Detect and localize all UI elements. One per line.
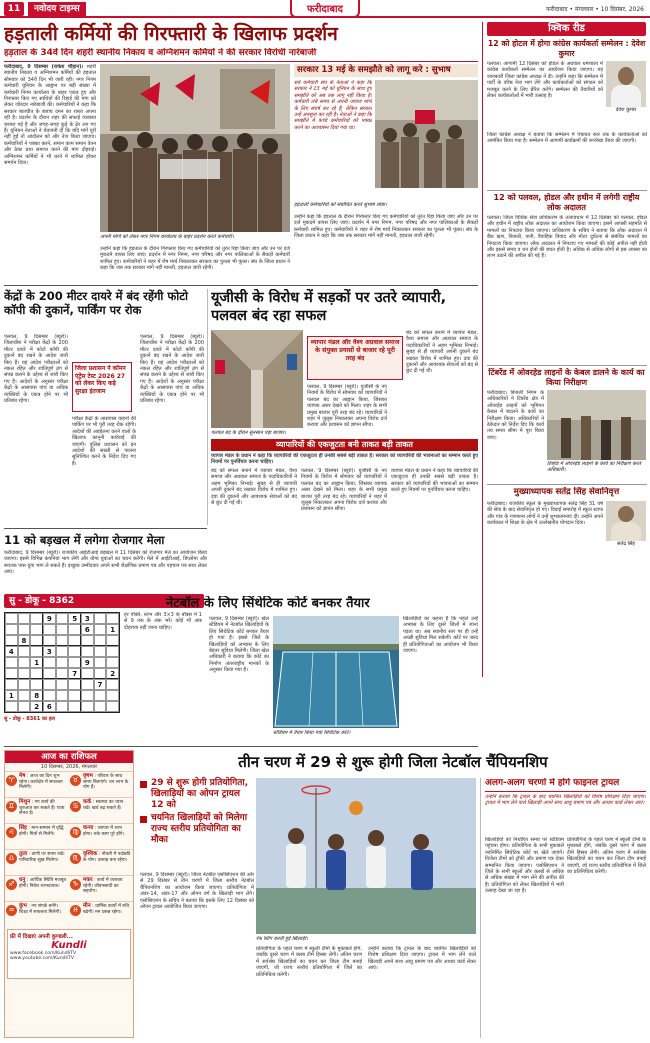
sudoku-cell <box>68 690 81 701</box>
ugc-body2-col1: बंद को सफल बनाने में व्यापार मंडल, वैश्य समाज और अग्रवाल समाज के पदाधिकारियों ने अहम भूमिका निभाई। सुबह से ही व्यापारी अपनी दुकानें बंद रखकर विरोध में शामिल हुए। दवा की दुकानों और आवश्यक सेवाओं को बंद से छूट दी गई थी। <box>211 468 297 507</box>
sudoku-cell <box>5 668 18 679</box>
trial-body-col2: प्रतियोगिता के पहले चरण में स्कूली टीमों के मुकाबले होंगे, जबकि दूसरे चरण में क्लब टीमें हिस्सा लेंगी। अंतिम चरण में सर्वश्रेष्ठ खिलाड़ियों का चयन कर जिला टीम बनाई जाएगी, जो राज्य स्तरीय प्रतियोगिता में जिले का प्रतिनिधित्व करेगी। <box>567 837 646 876</box>
rashifal-text: धार्मिक कार्यों में रुचि बढ़ेगी। मन प्रसन्न रहेगा। <box>83 904 130 915</box>
lead-rule <box>4 61 478 62</box>
lead-photo <box>100 64 290 232</box>
lead-body <box>4 64 96 232</box>
devesh-caption: देवेश कुमार <box>615 107 637 113</box>
rashifal-sign: मीन <box>83 903 91 909</box>
sudoku-cell <box>30 646 43 657</box>
rashifal-panel <box>4 750 134 1038</box>
qr-story1-headline: 12 को होटल में होगा कांग्रेस कार्यकर्ता सम्मेलन : देवेश कुमार <box>487 39 646 58</box>
zodiac-icon: ♓ <box>70 905 81 916</box>
sudoku-cell: 1 <box>30 657 43 668</box>
quick-read-title <box>487 22 646 36</box>
kundli-link-1[interactable]: www.facebook.com/KundliTV <box>10 951 77 956</box>
kundli-link-2[interactable]: www.youtube.com/KundliTV <box>10 956 75 961</box>
rashifal-title-text: आज का राशिफल <box>41 752 97 762</box>
rashifal-text: मान-सम्मान में वृद्धि होगी। मित्रों से मिलेंगे। <box>19 826 64 837</box>
fair-body: फरीदाबाद, 9 दिसम्बर (ब्यूरो)। राजकीय आईटीआई बड़खल में 11 दिसंबर को रोजगार मेले का आयोजन किया जाएगा। इसमें विभिन्न कंपनियां भाग लेंगी और योग्य युवाओं का चयन करेंगी। मेले में आईटीआई, डिप्लोमा और स्नातक पास युवा भाग ले सकते हैं। इच्छुक उम्मीदवार अपने सभी शैक्षणिक प्रमाण पत्र और पहचान पत्र साथ लेकर आएं। <box>4 550 207 576</box>
sudoku-cell <box>18 690 31 701</box>
sudoku-cell <box>106 701 119 712</box>
sudoku-cell <box>106 679 119 690</box>
sudoku-cell <box>56 657 69 668</box>
sudoku-cell <box>81 646 94 657</box>
zodiac-icon: ♍ <box>70 827 81 838</box>
inset-body: सर्व कर्मचारी संघ के नेताओं ने कहा कि सरकार ने 13 मई को यूनियन के साथ हुए समझौते को अब तक लागू नहीं किया है। कर्मचारी लंबे समय से अपनी जायज मांगों के लिए संघर्ष कर रहे हैं, लेकिन सरकार उन्हें अनसुना कर रही है। नेताओं ने कहा कि समझौते में कच्चे कर्मचारियों को पक्का करने का आश्वासन दिया गया था। <box>294 80 372 131</box>
quick-read-title-text: क्विक रीड <box>548 23 585 34</box>
sudoku-cell <box>68 679 81 690</box>
ugc-photo <box>211 330 303 428</box>
satender-photo <box>606 501 646 541</box>
sudoku-cell <box>5 613 18 624</box>
sudoku-cell <box>5 701 18 712</box>
qr-story2-headline: 12 को पलवल, होडल और हथीन में लगेगी राष्ट्रीय लोक अदालत <box>493 193 640 212</box>
champ-body-col2: प्रतियोगिता के पहले चरण में स्कूली टीमों के मुकाबले होंगे, जबकि दूसरे चरण में क्लब टीमें हिस्सा लेंगी। अंतिम चरण में सर्वश्रेष्ठ खिलाड़ियों का चयन कर जिला टीम बनाई जाएगी, जो राज्य स्तरीय प्रतियोगिता में जिले का प्रतिनिधित्व करेगी। <box>256 946 362 978</box>
lead-body2: उन्होंने कहा कि हड़ताल के दौरान गिरफ्तार किए गए कर्मचारियों को तुरंत रिहा किया जाए और उन पर दर्ज मुकदमे वापस लिए जाएं। प्रदर्शन में नगर निगम, नगर परिषद और नगर पालिकाओं के सैकड़ों कर्मचारी शामिल हुए। कर्मचारियों ने शहर में रोष मार्च निकालकर सरकार का पुतला भी फूंका। संघ के जिला प्रधान ने कहा कि जब तक सरकार मांगें नहीं मानती, हड़ताल जारी रहेगी। <box>294 214 478 240</box>
zodiac-icon: ♋ <box>70 801 81 812</box>
zodiac-icon: ♒ <box>6 905 17 916</box>
sudoku-cell <box>56 646 69 657</box>
court-body2: खिलाड़ियों का कहना है कि पहले उन्हें अभ्यास के लिए दूसरे जिलों में जाना पड़ता था। अब स्थानीय स्तर पर ही उन्हें अच्छी सुविधा मिल सकेगी। कोर्ट पर जल्द ही प्रतियोगिताओं का आयोजन भी किया जाएगा। <box>403 616 478 655</box>
sudoku-cell <box>68 635 81 646</box>
sudoku-cell <box>43 679 56 690</box>
rashifal-title <box>5 751 133 763</box>
lower-rule <box>4 746 478 747</box>
sudoku-title-text: सु - डोकू - 8362 <box>9 596 75 606</box>
trial-headline: अलग-अलग चरणों में होंगे फाइनल ट्रायल <box>485 778 646 792</box>
sudoku-cell <box>18 613 31 624</box>
rashifal-grid <box>5 771 133 927</box>
sudoku-cell <box>18 657 31 668</box>
rashifal-item: ♈ मेष : आज का दिन शुभ रहेगा। कार्यक्षेत्र में सफलता मिलेगी। <box>5 771 69 797</box>
qr-story3-headline: टिंबरेंड में ओवरहेड लाइनों के केबल डालने के कार्य का किया निरीक्षण <box>488 368 645 387</box>
ugc-body: पलवल, 9 दिसम्बर (ब्यूरो)। यूजीसी के नए नियमों के विरोध में सोमवार को व्यापारियों ने पलवल बंद का आह्वान किया, जिसका व्यापक असर देखने को मिला। शहर के सभी प्रमुख बाजार पूरी तरह बंद रहे। व्यापारियों ने शहर में जुलूस निकालकर अपना विरोध दर्ज कराया और प्रशासन को ज्ञापन सौंपा। <box>307 384 387 428</box>
synthetic-court-photo <box>273 616 399 728</box>
rashifal-item: ♍ कन्या : व्यापार में लाभ होगा। रुके काम पूरे होंगे। <box>69 823 133 849</box>
sudoku-grid <box>4 612 120 713</box>
rashifal-sign: कन्या <box>83 825 94 831</box>
trial-intro: उन्होंने बताया कि ट्रायल के बाद चयनित खिलाड़ियों को विशेष प्रशिक्षण दिया जाएगा। ट्रायल में भाग लेने वाले खिलाड़ी अपने साथ आयु प्रमाण पत्र और आधार कार्ड लेकर आएं। <box>485 794 646 807</box>
ugc-body2-col3: व्यापार मंडल के प्रधान ने कहा कि व्यापारियों की एकजुटता ही उनकी सबसे बड़ी ताकत है। सरकार को व्यापारियों की भावनाओं का सम्मान करते हुए नियमों पर पुनर्विचार करना चाहिए। <box>391 468 478 494</box>
sudoku-cell: 9 <box>81 657 94 668</box>
photocopy-callout <box>72 362 132 412</box>
quick-read <box>482 22 646 677</box>
sudoku-cell: 1 <box>106 624 119 635</box>
photocopy-body3: पलवल, 9 दिसम्बर (ब्यूरो)। जिलाधीश ने परीक्षा केंद्रों के 200 मीटर दायरे में फोटो कॉपी की दुकानें बंद रखने के आदेश जारी किए हैं। यह आदेश परीक्षाओं को नकल रहित और शांतिपूर्ण ढंग से संपन्न कराने के उद्देश्य से जारी किए गए हैं। आदेशों के अनुसार परीक्षा केंद्रों के आसपास पांच या अधिक व्यक्तियों के एकत्र होने पर भी प्रतिबंध रहेगा। <box>140 334 204 405</box>
satender-caption: सतेंद्र सिंह <box>617 541 635 547</box>
champ-photo <box>256 778 476 934</box>
sudoku-cell <box>68 701 81 712</box>
sudoku-cell: 1 <box>5 690 18 701</box>
sudoku-cell: 2 <box>106 668 119 679</box>
lead-body-text: शहरी स्थानीय निकाय व अग्निशमन कर्मियों की हड़ताल सोमवार को 34वें दिन भी जारी रही। नगर निगम कर्मचारी यूनियन के आह्वान पर बड़ी संख्या में कर्मचारी निगम कार्यालय के बाहर एकत्र हुए और गिरफ्तार किए गए साथियों की रिहाई की मांग को लेकर जोरदार नारेबाजी की। कर्मचारियों ने कहा कि सरकार बातचीत के बजाय दमन का रास्ता अपना रही है। प्रदर्शन के दौरान शहर की सफाई व्यवस्था चरमरा गई है और जगह-जगह कूड़े के ढेर लग गए हैं। यूनियन नेताओं ने चेतावनी दी कि यदि मांगें पूरी नहीं हुईं तो आंदोलन को और तेज किया जाएगा। कर्मचारियों ने पक्का करने, समान काम समान वेतन और ठेका प्रथा समाप्त करने की मांग दोहराई। अग्निशमन कर्मियों ने भी धरने में शामिल होकर समर्थन दिया। <box>4 64 96 167</box>
sudoku-cell <box>30 668 43 679</box>
sudoku-cell <box>81 690 94 701</box>
sudoku-cell <box>94 624 107 635</box>
sudoku-cell <box>68 646 81 657</box>
brand-text: नवोदय टाइम्स <box>34 4 80 14</box>
ugc-headline: यूजीसी के विरोध में सड़कों पर उतरे व्यापारी, पलवल बंद रहा सफल <box>211 290 447 324</box>
sudoku-cell <box>81 635 94 646</box>
rashifal-sign: मकर <box>83 877 93 883</box>
rashifal-sign: कुंभ <box>19 903 27 909</box>
sudoku-cell <box>5 657 18 668</box>
sudoku-cell <box>18 624 31 635</box>
lead-photo-caption: अपनी मांगों को लेकर नगर निगम कार्यालय के बाहर प्रदर्शन करते कर्मचारी। <box>100 234 234 240</box>
trial-body-col1: खिलाड़ियों को निर्धारित समय पर स्टेडियम पहुंचना होगा। प्रतियोगिता के सभी मुकाबले नवनिर्मित सिंथेटिक कोर्ट पर खेले जाएंगे। विजेता टीमों को ट्रॉफी और प्रमाण पत्र देकर सम्मानित किया जाएगा। एसोसिएशन ने जिले के सभी स्कूलों और क्लबों से अधिक से अधिक संख्या में भाग लेने की अपील की है। प्रतियोगिता को लेकर खिलाड़ियों में भारी उत्साह देखा जा रहा है। <box>485 837 564 895</box>
netball-players-photo <box>256 778 476 934</box>
zodiac-icon: ♎ <box>6 853 17 864</box>
rashifal-sign: वृषभ <box>83 773 93 779</box>
rashifal-text: नौकरी में पदोन्नति के योग। उत्साह बना रहेगा। <box>83 852 131 863</box>
ugc-banner-text-body: व्यापार मंडल के प्रधान ने कहा कि व्यापारियों की एकजुटता ही उनकी सबसे बड़ी ताकत है। सरकार को व्यापारियों की भावनाओं का सम्मान करते हुए नियमों पर पुनर्विचार करना चाहिए। <box>211 453 478 466</box>
sudoku-cell <box>94 646 107 657</box>
sudoku-cell <box>30 635 43 646</box>
sudoku-cell <box>43 657 56 668</box>
ugc-body-right: बंद को सफल बनाने में व्यापार मंडल, वैश्य समाज और अग्रवाल समाज के पदाधिकारियों ने अहम भूमिका निभाई। सुबह से ही व्यापारी अपनी दुकानें बंद रखकर विरोध में शामिल हुए। दवा की दुकानों और आवश्यक सेवाओं को बंद से छूट दी गई थी। <box>406 330 478 375</box>
sudoku-cell <box>43 635 56 646</box>
champ-headline: तीन चरण में 29 से शुरू होगी जिला नेटबॉल चैंपियनशिप <box>238 753 548 771</box>
rashifal-text: नए संपर्क बनेंगे। शिक्षा में सफलता मिलेगी। <box>19 904 62 915</box>
rashifal-sign: मिथुन <box>19 799 31 805</box>
lead-headline: हड़ताली कर्मियों की गिरफ्तारी के खिलाफ प्रदर्शन <box>4 23 338 45</box>
sudoku-cell: 2 <box>30 701 43 712</box>
sudoku-cell <box>81 679 94 690</box>
sudoku-cell <box>56 679 69 690</box>
qr-story3-body: फरीदाबाद। बिजली निगम के अधिकारियों ने टिंबरेंड क्षेत्र में ओवरहेड लाइनों को भूमिगत केबल में बदलने के कार्य का निरीक्षण किया। अधिकारियों ने ठेकेदार को निर्देश दिए कि कार्य तय समय सीमा में पूरा किया जाए। <box>487 390 544 441</box>
rashifal-item: ♎ तुला : वाणी पर संयम रखें। पारिवारिक सुख मिलेगा। <box>5 849 69 875</box>
sudoku-cell <box>68 657 81 668</box>
sudoku-cell: 9 <box>43 613 56 624</box>
champ-body-col1: पलवल, 9 दिसम्बर (ब्यूरो)। जिला नेटबॉल एसोसिएशन की ओर से 29 दिसंबर से तीन चरणों में जिला स्तरीय नेटबॉल चैंपियनशिप का आयोजन किया जाएगा। प्रतियोगिता में अंडर-14, अंडर-17 और ओपन वर्ग के खिलाड़ी भाग लेंगे। एसोसिएशन के सचिव ने बताया कि इसके लिए 12 दिसंबर को ओपन ट्रायल आयोजित किया जाएगा। <box>140 872 254 911</box>
sudoku-cell <box>18 668 31 679</box>
qr-rule1 <box>487 190 647 191</box>
qr-story4-body: फरीदाबाद। राजकीय स्कूल के मुख्याध्यापक सतेंद्र सिंह 31 वर्ष की सेवा के बाद सेवानिवृत्त हो गए। विदाई समारोह में स्कूल स्टाफ और गांव के गणमान्य लोगों ने उन्हें शुभकामनाएं दीं। उन्होंने अपने कार्यकाल में शिक्षा के क्षेत्र में उल्लेखनीय योगदान दिया। <box>487 501 603 527</box>
sudoku-cell: 6 <box>81 624 94 635</box>
devesh-photo <box>606 61 646 107</box>
sudoku-cell <box>18 679 31 690</box>
court-body: पलवल, 9 दिसम्बर (ब्यूरो)। खेल स्टेडियम में नेटबॉल खिलाड़ियों के लिए सिंथेटिक कोर्ट बनकर तैयार हो गया है। इससे जिले के खिलाड़ियों को अभ्यास के लिए बेहतर सुविधा मिलेगी। जिला खेल अधिकारी ने बताया कि कोर्ट का निर्माण अंतरराष्ट्रीय मानकों के अनुसार किया गया है। <box>209 616 269 674</box>
sudoku-cell <box>56 668 69 679</box>
lead-dateline: फरीदाबाद, 9 दिसम्बर (राकेश चौहान)। <box>4 64 84 70</box>
champ-body-col3: उन्होंने बताया कि ट्रायल के बाद चयनित खिलाड़ियों को विशेष प्रशिक्षण दिया जाएगा। ट्रायल में भाग लेने वाले खिलाड़ी अपने साथ आयु प्रमाण पत्र और आधार कार्ड लेकर आएं। <box>368 946 476 972</box>
kundli-brand: Kundli <box>51 940 87 951</box>
rashifal-item: ♊ मिथुन : नए कार्य की शुरुआत कर सकते हैं। यात्रा संभव है। <box>5 797 69 823</box>
rashifal-item: ♐ धनु : आर्थिक स्थिति मजबूत होगी। निवेश लाभदायक। <box>5 875 69 901</box>
brand-logo <box>28 2 86 16</box>
rashifal-text: व्यापार में लाभ होगा। रुके काम पूरे होंगे। <box>83 826 125 837</box>
rashifal-item: ♏ वृश्चिक : नौकरी में पदोन्नति के योग। उत्साह बना रहेगा। <box>69 849 133 875</box>
champ-bullet-2: चयनित खिलाड़ियों को मिलेगा राज्य स्तरीय प्रतियोगिता का मौका <box>140 813 254 846</box>
zodiac-icon: ♏ <box>70 853 81 864</box>
inspection-caption: टिंबरेंड में ओवरहेड लाइनों के कार्य का निरीक्षण करते अधिकारी। <box>547 461 641 473</box>
dateline: फरीदाबाद • मंगलवार • 10 दिसंबर, 2026 <box>546 6 644 13</box>
inspection-photo <box>547 390 646 460</box>
rashifal-item: ♋ कर्क : स्वास्थ्य का ध्यान रखें। खर्च बढ़ सकते हैं। <box>69 797 133 823</box>
sudoku-cell <box>68 624 81 635</box>
qr-story2-body: पलवल। जिला विधिक सेवा प्राधिकरण के तत्वावधान में 12 दिसंबर को पलवल, होडल और हथीन में राष्ट्रीय लोक अदालत का आयोजन किया जाएगा। इसमें आपसी सहमति से मामलों का निपटारा किया जाएगा। प्राधिकरण के सचिव ने बताया कि लोक अदालत में बैंक ऋण, बिजली, पानी, वैवाहिक विवाद और मोटर दुर्घटना से संबंधित मामलों का निपटारा किया जाएगा। लोक अदालत में निपटाए गए मामलों की कोई अपील नहीं होती और इससे समय व धन दोनों की बचत होती है। अधिक से अधिक लोगों से इस अवसर का लाभ उठाने की अपील की गई है। <box>487 215 647 260</box>
court-headline: नेटबॉल के लिए सिंथेटिक कोर्ट बनकर तैयार <box>166 596 370 611</box>
lead-bottom-rule <box>4 285 478 286</box>
zodiac-icon: ♐ <box>6 879 17 890</box>
qr-story1-body: पलवल। आगामी 12 दिसंबर को होडल के अग्रवाल धर्मशाला में कांग्रेस कार्यकर्ता सम्मेलन का आयोजन किया जाएगा। यह जानकारी जिला कांग्रेस अध्यक्ष ने दी। उन्होंने कहा कि सम्मेलन में पार्टी के वरिष्ठ नेता भाग लेंगे और कार्यकर्ताओं को संगठन को मजबूत करने के लिए प्रेरित करेंगे। सम्मेलन की तैयारियों को लेकर कार्यकर्ताओं में भारी उत्साह है। <box>487 61 603 100</box>
sudoku-cell <box>56 613 69 624</box>
sudoku-cell <box>94 657 107 668</box>
sudoku-cell <box>5 679 18 690</box>
rashifal-text: आज का दिन शुभ रहेगा। कार्यक्षेत्र में सफलता मिलेगी। <box>19 774 63 791</box>
sudoku-cell: 6 <box>43 701 56 712</box>
sudoku-cell <box>30 679 43 690</box>
rashifal-sign: वृश्चिक <box>83 851 98 857</box>
sudoku-cell: 3 <box>43 646 56 657</box>
zodiac-icon: ♌ <box>6 827 17 838</box>
photocopy-headline: केंद्रों के 200 मीटर दायरे में बंद रहेंगी फोटो कॉपी की दुकानें, पार्किंग पर रोक <box>4 289 189 317</box>
sudoku-instructions: हर पंक्ति, स्तंभ और 3×3 के बॉक्स में 1 से 9 तक के अंक भरें। कोई भी अंक दोहराया नहीं जाना चाहिए। <box>124 612 202 631</box>
photocopy-body: पलवल, 9 दिसम्बर (ब्यूरो)। जिलाधीश ने परीक्षा केंद्रों के 200 मीटर दायरे में फोटो कॉपी की दुकानें बंद रखने के आदेश जारी किए हैं। यह आदेश परीक्षाओं को नकल रहित और शांतिपूर्ण ढंग से संपन्न कराने के उद्देश्य से जारी किए गए हैं। आदेशों के अनुसार परीक्षा केंद्रों के आसपास पांच या अधिक व्यक्तियों के एकत्र होने पर भी प्रतिबंध रहेगा। <box>4 334 68 405</box>
zodiac-icon: ♉ <box>70 775 81 786</box>
edition-tab <box>290 0 360 18</box>
champ-photo-caption: रेफ स्टिंग करती हुई खिलाड़ी। <box>256 936 308 942</box>
sudoku-answer-label: सु - डोकू - 8361 का हल <box>4 716 55 722</box>
sudoku-cell: 5 <box>68 613 81 624</box>
sudoku-cell <box>81 701 94 712</box>
sudoku-cell <box>81 668 94 679</box>
sudoku-cell <box>43 624 56 635</box>
qr-rule3 <box>487 484 647 485</box>
ugc-callout-text: व्यापार मंडल और वैश्य अग्रवाल समाज के संयुक्त प्रयासों से बाजार रहे पूरी तरह बंद <box>310 339 400 362</box>
qr-story4-headline: मुख्याध्यापक सतेंद्र सिंह सेवानिवृत्त <box>513 487 620 497</box>
sudoku-cell <box>106 690 119 701</box>
rashifal-sign: तुला <box>19 851 28 857</box>
photocopy-callout-text: जिला प्रशासन ने कॉमन एंट्रेंस टेस्ट 2026 27 को लेकर किए कड़े सुरक्षा इंतजाम <box>75 365 126 395</box>
sudoku-cell <box>5 635 18 646</box>
sudoku-cell <box>56 701 69 712</box>
champ-bullets <box>140 778 254 868</box>
ugc-banner-text: व्यापारियों की एकजुटता बनी ताकत बड़ी ताकत <box>276 440 413 449</box>
court-photo-caption: स्टेडियम में तैयार किया गया सिंथेटिक कोर्ट। <box>273 730 351 736</box>
sudoku-cell <box>43 690 56 701</box>
mid-rule <box>4 528 207 529</box>
rashifal-sign: सिंह <box>19 825 27 831</box>
rashifal-text: परिवार के साथ समय बिताएंगे। धन लाभ के योग हैं। <box>83 774 129 791</box>
sudoku-cell <box>43 668 56 679</box>
inset-caption: हड़ताली कर्मचारियों को संबोधित करते सुभाष लांबा। <box>294 202 387 208</box>
lead-body-bottom <box>100 246 290 284</box>
sudoku-cell <box>106 657 119 668</box>
rashifal-text: वाणी पर संयम रखें। पारिवारिक सुख मिलेगा। <box>19 852 65 863</box>
lead-subhead: हड़ताल के 34वें दिन शहरी स्थानीय निकाय व अग्निशमन कर्मियों ने की सरकार विरोधी नारेबाजी <box>4 48 317 58</box>
sudoku-cell <box>94 701 107 712</box>
zodiac-icon: ♊ <box>6 801 17 812</box>
rashifal-sign: कर्क <box>83 799 92 805</box>
inset-headline: सरकार 13 मई के समझौते को लागू करे : सुभाष <box>294 64 478 77</box>
sudoku-cell <box>56 635 69 646</box>
rashifal-text: आर्थिक स्थिति मजबूत होगी। निवेश लाभदायक। <box>19 878 67 889</box>
ugc-callout <box>307 336 403 380</box>
empty-market-photo <box>211 330 303 428</box>
edition-text: फरीदाबाद <box>307 4 343 15</box>
rashifal-item: ♒ कुंभ : नए संपर्क बनेंगे। शिक्षा में सफलता मिलेगी। <box>5 901 69 927</box>
sudoku-cell <box>5 624 18 635</box>
sudoku-cell: 8 <box>30 690 43 701</box>
sudoku-cell <box>106 635 119 646</box>
sudoku-cell <box>94 635 107 646</box>
sudoku-cell <box>106 613 119 624</box>
zodiac-icon: ♑ <box>70 879 81 890</box>
lead-body-bottom-text: उन्होंने कहा कि हड़ताल के दौरान गिरफ्तार किए गए कर्मचारियों को तुरंत रिहा किया जाए और उन पर दर्ज मुकदमे वापस लिए जाएं। प्रदर्शन में नगर निगम, नगर परिषद और नगर पालिकाओं के सैकड़ों कर्मचारी शामिल हुए। कर्मचारियों ने शहर में रोष मार्च निकालकर सरकार का पुतला भी फूंका। संघ के जिला प्रधान ने कहा कि जब तक सरकार मांगें नहीं मानती, हड़ताल जारी रहेगी। <box>100 246 290 272</box>
fair-headline: 11 को बड़खल में लगेगा रोजगार मेला <box>4 533 165 547</box>
sudoku-cell <box>106 646 119 657</box>
zodiac-icon: ♈ <box>6 775 17 786</box>
photocopy-body2: परीक्षा केंद्रों के आसपास वाहनों की पार्किंग पर भी पूरी तरह रोक रहेगी। आदेशों की अवहेलना करने वालों के खिलाफ कानूनी कार्रवाई की जाएगी। पुलिस प्रशासन को इन आदेशों की सख्ती से पालना सुनिश्चित करने के निर्देश दिए गए हैं। <box>72 416 136 467</box>
qr-story1-body2: जिला कांग्रेस अध्यक्ष ने बताया कि सम्मेलन में पंचायत स्तर तक के कार्यकर्ताओं को आमंत्रित किया गया है। सम्मेलन में आगामी कार्यक्रमों की रूपरेखा तैयार की जाएगी। <box>487 132 647 145</box>
sudoku-cell: 4 <box>5 646 18 657</box>
sudoku-cell <box>94 613 107 624</box>
rashifal-date: 10 दिसम्बर, 2026, मंगलवार <box>40 764 98 770</box>
rashifal-text: स्वास्थ्य का ध्यान रखें। खर्च बढ़ सकते हैं। <box>83 800 124 811</box>
sudoku-cell <box>56 624 69 635</box>
sudoku-cell: 7 <box>94 679 107 690</box>
ugc-banner <box>211 439 478 451</box>
rashifal-item: ♉ वृषभ : परिवार के साथ समय बिताएंगे। धन लाभ के योग हैं। <box>69 771 133 797</box>
sudoku-cell <box>30 613 43 624</box>
speaker-photo <box>375 80 478 188</box>
sudoku-cell <box>56 690 69 701</box>
kundli-promo-title: फ्री में दिखाएं अपनी कुण्डली... <box>10 934 73 940</box>
ugc-body2-col2: पलवल, 9 दिसम्बर (ब्यूरो)। यूजीसी के नए नियमों के विरोध में सोमवार को व्यापारियों ने पलवल बंद का आह्वान किया, जिसका व्यापक असर देखने को मिला। शहर के सभी प्रमुख बाजार पूरी तरह बंद रहे। व्यापारियों ने शहर में जुलूस निकालकर अपना विरोध दर्ज कराया और प्रशासन को ज्ञापन सौंपा। <box>301 468 387 513</box>
sudoku-cell: 7 <box>68 668 81 679</box>
masthead <box>0 0 650 18</box>
sudoku-cell: 8 <box>18 635 31 646</box>
rashifal-sign: मेष <box>19 773 26 779</box>
rashifal-item: ♓ मीन : धार्मिक कार्यों में रुचि बढ़ेगी। मन प्रसन्न रहेगा। <box>69 901 133 927</box>
sudoku-cell: 3 <box>81 613 94 624</box>
kundli-promo <box>7 929 131 979</box>
rashifal-sign: धनु <box>19 877 26 883</box>
inset-photo <box>375 80 478 188</box>
sudoku-cell <box>18 701 31 712</box>
page-number <box>4 2 24 16</box>
sudoku-cell <box>94 690 107 701</box>
photocopy-divider <box>207 289 208 525</box>
rashifal-text: कार्य में व्यस्तता रहेगी। जीवनसाथी का सहयोग। <box>83 878 123 895</box>
trial-box <box>480 778 646 1038</box>
protest-photo <box>100 64 290 232</box>
rashifal-item: ♌ सिंह : मान-सम्मान में वृद्धि होगी। मित्रों से मिलेंगे। <box>5 823 69 849</box>
ugc-photo-caption: पलवल बंद के दौरान सुनसान पड़ा बाजार। <box>211 430 286 436</box>
page-number-text: 11 <box>7 4 21 14</box>
sudoku-cell <box>94 668 107 679</box>
court-photo <box>273 616 399 728</box>
rashifal-item: ♑ मकर : कार्य में व्यस्तता रहेगी। जीवनसाथी का सहयोग। <box>69 875 133 901</box>
qr-rule2 <box>487 365 647 366</box>
champ-bullet-1: 29 से शुरू होगी प्रतियोगिता, खिलाड़ियों का ओपन ट्रायल 12 को <box>140 778 254 811</box>
sudoku-cell <box>18 646 31 657</box>
sudoku-cell <box>30 624 43 635</box>
sudoku-panel <box>4 594 204 742</box>
rashifal-text: नए कार्य की शुरुआत कर सकते हैं। यात्रा संभव है। <box>19 800 65 817</box>
